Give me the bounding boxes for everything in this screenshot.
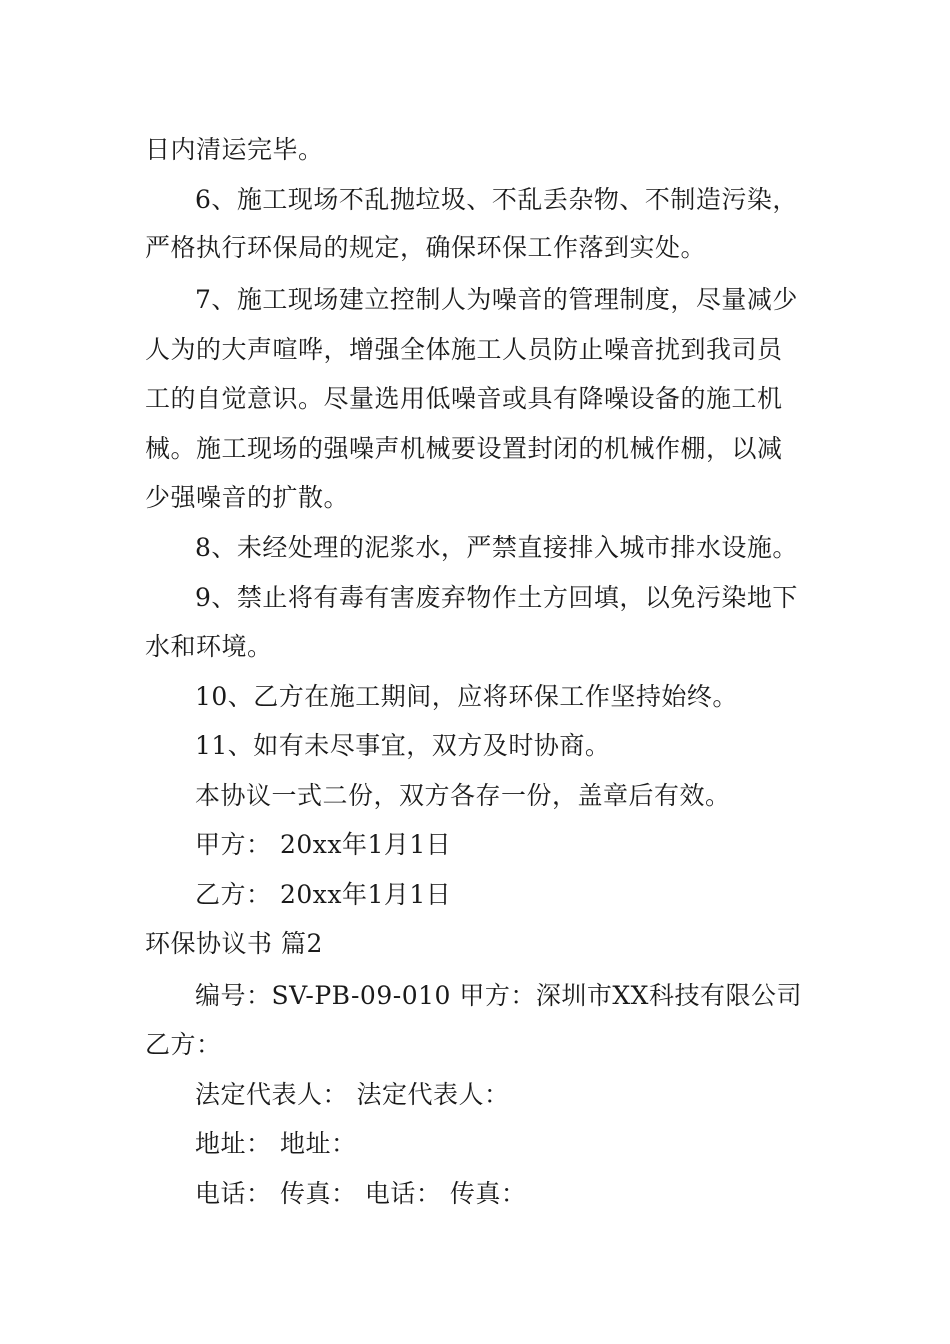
party-b-line: 乙方：	[145, 1030, 222, 1059]
section-heading: 环保协议书 篇2	[145, 929, 323, 958]
signature-line-party-b: 乙方： 20xx年1月1日	[195, 880, 452, 909]
paragraph-line: 械。施工现场的强噪声机械要设置封闭的机械作棚，以减	[145, 434, 783, 463]
paragraph-line: 11、如有未尽事宜，双方及时协商。	[195, 731, 611, 760]
paragraph-line: 7、施工现场建立控制人为噪音的管理制度，尽量减少	[195, 285, 798, 314]
paragraph-line: 工的自觉意识。尽量选用低噪音或具有降噪设备的施工机	[145, 384, 783, 413]
paragraph-line: 10、乙方在施工期间，应将环保工作坚持始终。	[195, 682, 738, 711]
paragraph-line: 人为的大声喧哗，增强全体施工人员防止噪音扰到我司员	[145, 335, 783, 364]
paragraph-line: 8、未经处理的泥浆水，严禁直接排入城市排水设施。	[195, 533, 798, 562]
paragraph-line: 6、施工现场不乱抛垃圾、不乱丢杂物、不制造污染，	[195, 185, 798, 214]
address-line: 地址： 地址：	[195, 1129, 357, 1158]
legal-representative-line: 法定代表人： 法定代表人：	[195, 1080, 510, 1109]
paragraph-line: 严格执行环保局的规定，确保环保工作落到实处。	[145, 233, 707, 262]
phone-fax-line: 电话： 传真： 电话： 传真：	[195, 1179, 527, 1208]
signature-line-party-a: 甲方： 20xx年1月1日	[195, 830, 452, 859]
paragraph-line: 9、禁止将有毒有害废弃物作土方回填，以免污染地下	[195, 583, 798, 612]
paragraph-line: 少强噪音的扩散。	[145, 483, 350, 512]
paragraph-line: 日内清运完毕。	[145, 135, 324, 164]
contract-number-line: 编号：SV-PB-09-010 甲方：深圳市XX科技有限公司	[195, 981, 802, 1010]
paragraph-line: 水和环境。	[145, 632, 273, 661]
paragraph-line: 本协议一式二份，双方各存一份，盖章后有效。	[195, 781, 731, 810]
